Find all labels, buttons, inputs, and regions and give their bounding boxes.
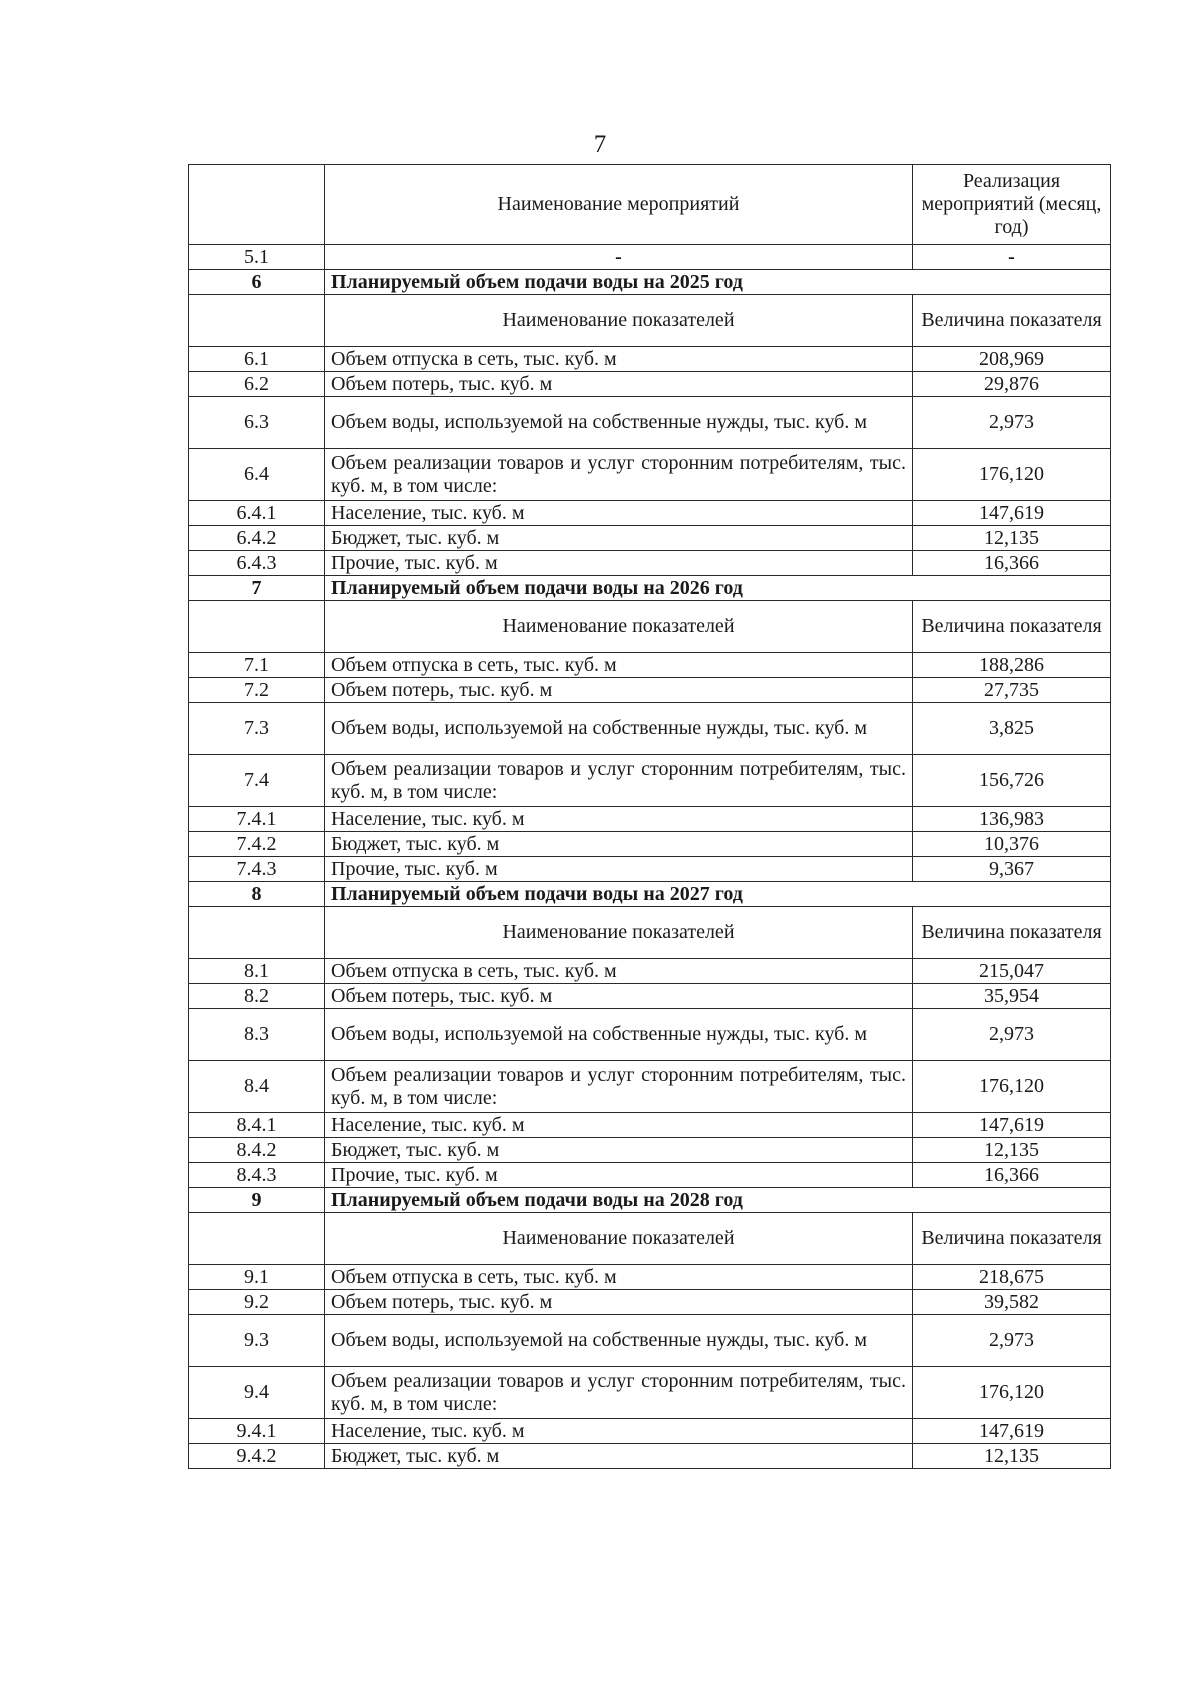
row-value: 3,825 [913,703,1111,755]
row-value: 39,582 [913,1290,1111,1315]
section-title-filler [913,270,1111,295]
row-name: Прочие, тыс. куб. м [325,551,913,576]
row-name: Объем отпуска в сеть, тыс. куб. м [325,653,913,678]
water-supply-table [188,164,1111,1469]
row-number: 7.3 [189,703,325,755]
section-title-filler [913,1188,1111,1213]
row-name: Объем потерь, тыс. куб. м [325,678,913,703]
section-header-row [189,601,1111,653]
table-row [189,755,1111,807]
section-header-value: Величина показателя [913,907,1111,959]
section-header-num-cell [189,295,325,347]
row-value: 176,120 [913,1061,1111,1113]
row-number: 6.4.2 [189,526,325,551]
section-header-num-cell [189,907,325,959]
row-name: Население, тыс. куб. м [325,1419,913,1444]
table-row [189,449,1111,501]
row-number: 9.4 [189,1367,325,1419]
row-number: 9.2 [189,1290,325,1315]
table-row [189,1061,1111,1113]
section-header-name: Наименование показателей [325,295,913,347]
section-header-row [189,1213,1111,1265]
row-name: Прочие, тыс. куб. м [325,1163,913,1188]
row-name: Бюджет, тыс. куб. м [325,1138,913,1163]
row-name: Объем потерь, тыс. куб. м [325,1290,913,1315]
section-title: Планируемый объем подачи воды на 2026 год [325,576,913,601]
row-number: 6.1 [189,347,325,372]
section-number: 8 [189,882,325,907]
row-value: 2,973 [913,1009,1111,1061]
row-name: Бюджет, тыс. куб. м [325,1444,913,1469]
row-number: 8.1 [189,959,325,984]
table-row [189,807,1111,832]
table-row [189,372,1111,397]
row-number: 6.4.3 [189,551,325,576]
row-name: Объем отпуска в сеть, тыс. куб. м [325,347,913,372]
section-header-row [189,295,1111,347]
table-row [189,959,1111,984]
table-row [189,832,1111,857]
row-number: 9.4.1 [189,1419,325,1444]
row-number: 7.4.3 [189,857,325,882]
header-name-cell: Наименование мероприятий [325,165,913,245]
row-value: 16,366 [913,551,1111,576]
row-name: Объем реализации товаров и услуг сторонним потребителям, тыс. куб. м, в том числе: [325,1061,913,1113]
table-row [189,1009,1111,1061]
section-header-value: Величина показателя [913,295,1111,347]
table-row [189,1265,1111,1290]
table-row [189,397,1111,449]
row-value: 12,135 [913,1444,1111,1469]
row-value: 136,983 [913,807,1111,832]
table-header-row [189,165,1111,245]
table-row [189,653,1111,678]
section-title: Планируемый объем подачи воды на 2025 год [325,270,913,295]
row-value: 9,367 [913,857,1111,882]
section-title: Планируемый объем подачи воды на 2028 год [325,1188,913,1213]
row-value: 176,120 [913,449,1111,501]
table-row [189,501,1111,526]
row-name: Объем воды, используемой на собственные нужды, тыс. куб. м [325,1009,913,1061]
table-row [189,245,1111,270]
row-value: - [913,245,1111,270]
row-number: 7.4.1 [189,807,325,832]
row-name: Население, тыс. куб. м [325,807,913,832]
table-row [189,1315,1111,1367]
row-value: 12,135 [913,1138,1111,1163]
section-header-value: Величина показателя [913,1213,1111,1265]
row-number: 8.4.2 [189,1138,325,1163]
table-row [189,1444,1111,1469]
row-value: 188,286 [913,653,1111,678]
row-value: 12,135 [913,526,1111,551]
row-name: Прочие, тыс. куб. м [325,857,913,882]
table-row [189,1163,1111,1188]
section-title-filler [913,882,1111,907]
table-row [189,857,1111,882]
section-header-name: Наименование показателей [325,601,913,653]
row-value: 2,973 [913,1315,1111,1367]
section-header-row [189,907,1111,959]
section-number: 7 [189,576,325,601]
row-value: 10,376 [913,832,1111,857]
row-number: 5.1 [189,245,325,270]
table-row [189,526,1111,551]
row-name: Объем реализации товаров и услуг сторонним потребителям, тыс. куб. м, в том числе: [325,449,913,501]
row-value: 29,876 [913,372,1111,397]
row-number: 8.4 [189,1061,325,1113]
row-value: 147,619 [913,1419,1111,1444]
section-title-filler [913,576,1111,601]
row-value: 16,366 [913,1163,1111,1188]
row-name: Объем реализации товаров и услуг сторонним потребителям, тыс. куб. м, в том числе: [325,1367,913,1419]
row-number: 8.3 [189,1009,325,1061]
header-num-cell [189,165,325,245]
row-value: 147,619 [913,501,1111,526]
table-row [189,1290,1111,1315]
section-header-num-cell [189,601,325,653]
row-name: Бюджет, тыс. куб. м [325,526,913,551]
row-number: 9.3 [189,1315,325,1367]
row-name: Население, тыс. куб. м [325,501,913,526]
table-row [189,551,1111,576]
row-number: 6.4.1 [189,501,325,526]
section-title-row [189,270,1111,295]
page-number: 7 [593,131,607,158]
section-title-row [189,576,1111,601]
row-name: Объем потерь, тыс. куб. м [325,984,913,1009]
table-row [189,984,1111,1009]
table-row [189,1419,1111,1444]
row-name: Население, тыс. куб. м [325,1113,913,1138]
header-impl-cell: Реализация мероприятий (месяц, год) [913,165,1111,245]
row-value: 156,726 [913,755,1111,807]
row-value: 176,120 [913,1367,1111,1419]
row-number: 6.3 [189,397,325,449]
table-row [189,1138,1111,1163]
row-number: 7.2 [189,678,325,703]
row-name: Объем воды, используемой на собственные нужды, тыс. куб. м [325,703,913,755]
table-row [189,347,1111,372]
row-number: 8.2 [189,984,325,1009]
row-value: 218,675 [913,1265,1111,1290]
row-number: 9.1 [189,1265,325,1290]
row-value: 208,969 [913,347,1111,372]
row-value: 35,954 [913,984,1111,1009]
row-name: Объем воды, используемой на собственные нужды, тыс. куб. м [325,1315,913,1367]
table-row [189,1367,1111,1419]
table-row [189,678,1111,703]
row-number: 8.4.1 [189,1113,325,1138]
row-number: 7.4 [189,755,325,807]
section-title: Планируемый объем подачи воды на 2027 год [325,882,913,907]
row-value: 147,619 [913,1113,1111,1138]
row-value: 27,735 [913,678,1111,703]
section-number: 6 [189,270,325,295]
section-header-value: Величина показателя [913,601,1111,653]
row-number: 6.4 [189,449,325,501]
row-value: 215,047 [913,959,1111,984]
section-title-row [189,1188,1111,1213]
row-name: - [325,245,913,270]
section-header-num-cell [189,1213,325,1265]
row-name: Бюджет, тыс. куб. м [325,832,913,857]
row-number: 7.4.2 [189,832,325,857]
row-number: 9.4.2 [189,1444,325,1469]
section-title-row [189,882,1111,907]
row-name: Объем воды, используемой на собственные нужды, тыс. куб. м [325,397,913,449]
row-value: 2,973 [913,397,1111,449]
table-row [189,1113,1111,1138]
section-header-name: Наименование показателей [325,907,913,959]
section-header-name: Наименование показателей [325,1213,913,1265]
table-row [189,703,1111,755]
row-number: 8.4.3 [189,1163,325,1188]
section-number: 9 [189,1188,325,1213]
row-name: Объем реализации товаров и услуг сторонним потребителям, тыс. куб. м, в том числе: [325,755,913,807]
row-number: 6.2 [189,372,325,397]
row-name: Объем отпуска в сеть, тыс. куб. м [325,1265,913,1290]
row-name: Объем потерь, тыс. куб. м [325,372,913,397]
row-name: Объем отпуска в сеть, тыс. куб. м [325,959,913,984]
row-number: 7.1 [189,653,325,678]
